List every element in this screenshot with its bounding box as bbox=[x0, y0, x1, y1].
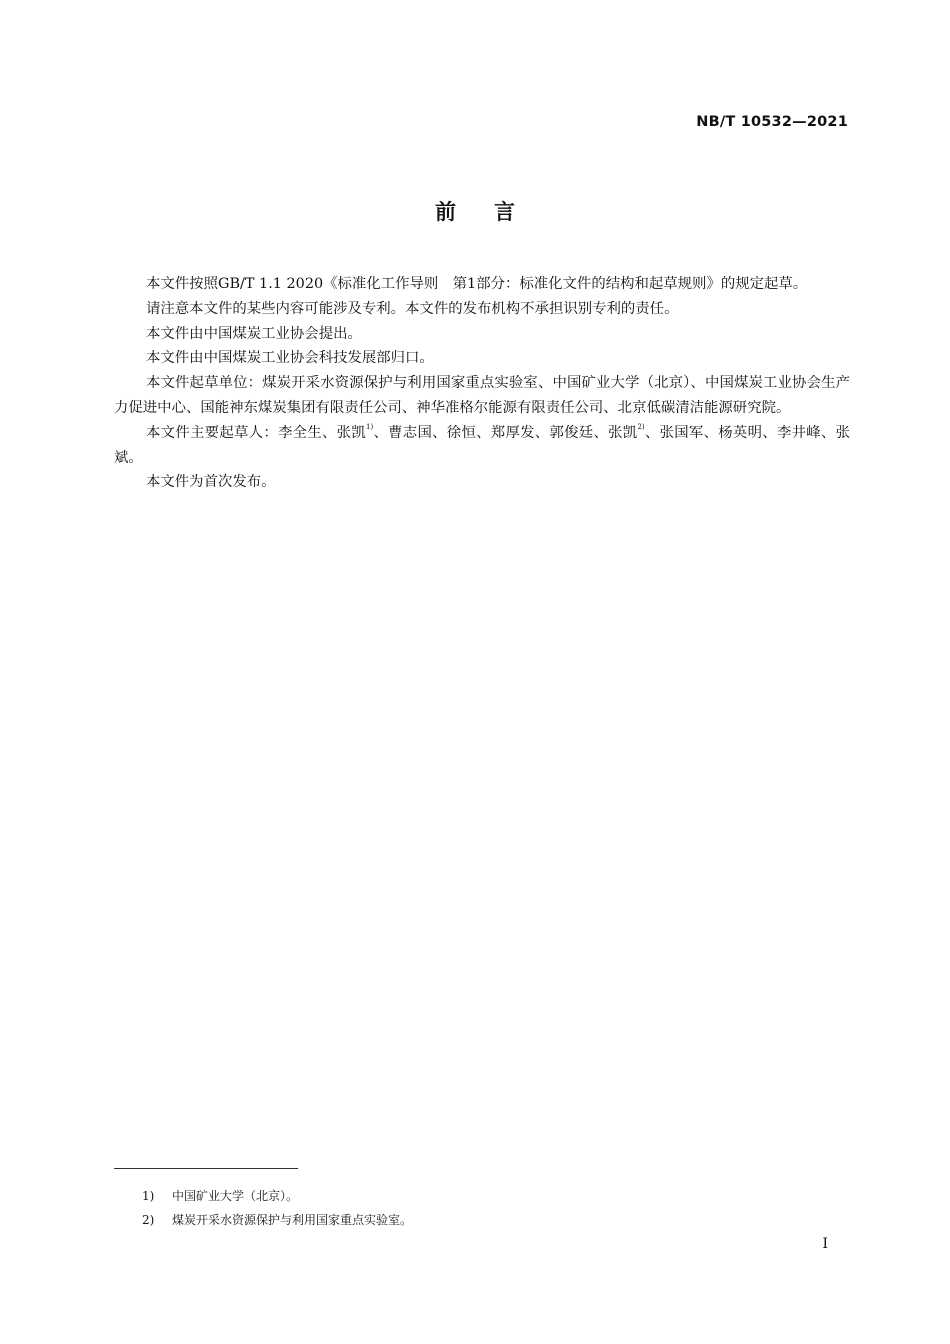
paragraph-administrator: 本文件由中国煤炭工业协会科技发展部归口。 bbox=[146, 350, 434, 367]
footnote-number: 2) bbox=[142, 1213, 155, 1227]
drafters-text-part2: 、曹志国、徐恒、郑厚发、郭俊廷、张凯 bbox=[373, 424, 638, 441]
document-number: NB/T 10532—2021 bbox=[696, 114, 848, 130]
body-text bbox=[114, 272, 850, 495]
drafters-text-part3: 、张国军、杨英明、李井峰、张斌。 bbox=[114, 424, 850, 466]
footnote-reference-1: 1) bbox=[366, 422, 374, 431]
paragraph-first-release: 本文件为首次发布。 bbox=[146, 474, 276, 491]
paragraph-proposer: 本文件由中国煤炭工业协会提出。 bbox=[146, 325, 362, 342]
page-title: 前言 bbox=[435, 200, 553, 224]
paragraph-drafting-units: 本文件起草单位：煤炭开采水资源保护与利用国家重点实验室、中国矿业大学（北京）、中国煤炭工业协会生产力促进中心、国能神东煤炭集团有限责任公司、神华准格尔能源有限责任公司、北京低碳清洁能源研究院。 bbox=[114, 375, 850, 416]
paragraph-patent-notice: 请注意本文件的某些内容可能涉及专利。本文件的发布机构不承担识别专利的责任。 bbox=[146, 300, 679, 317]
footnote-number: 1) bbox=[142, 1189, 155, 1203]
footnote-reference-2: 2) bbox=[637, 422, 645, 431]
footnote-text: 煤炭开采水资源保护与利用国家重点实验室。 bbox=[172, 1213, 413, 1227]
footnote-item bbox=[142, 1184, 412, 1208]
footnote-text: 中国矿业大学（北京）。 bbox=[172, 1189, 299, 1203]
page-number: I bbox=[822, 1236, 828, 1252]
drafters-text-part1: 本文件主要起草人：李全生、张凯 bbox=[146, 424, 366, 441]
paragraph-drafting-rules: 本文件按照GB/T 1.1 2020《标准化工作导则 第1部分：标准化文件的结构和起草规则》的规定起草。 bbox=[146, 276, 808, 292]
footnotes bbox=[142, 1184, 412, 1232]
paragraph-drafters bbox=[114, 421, 850, 471]
footnote-item bbox=[142, 1208, 412, 1232]
footnote-divider bbox=[114, 1168, 298, 1169]
